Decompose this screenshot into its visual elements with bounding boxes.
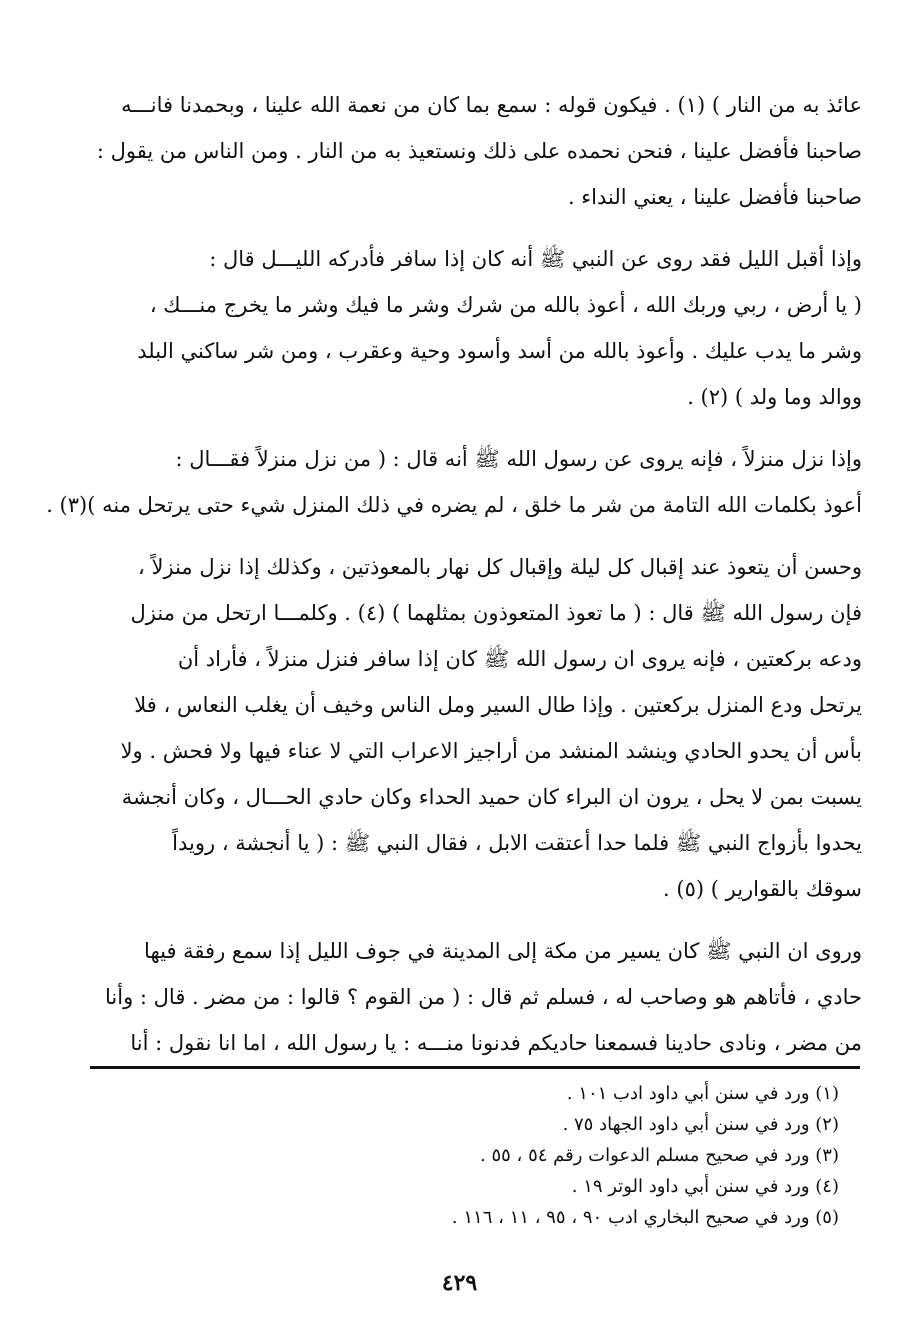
text-line: ووالد وما ولد ) (٢) . bbox=[687, 385, 862, 409]
paragraph bbox=[98, 544, 862, 912]
footnote: (٣) ورد في صحيح مسلم الدعوات رقم ٥٤ ، ٥٥ . bbox=[480, 1145, 839, 1166]
text-line: وروى ان النبي ﷺ كان يسير من مكة إلى المدينة في جوف الليل إذا سمع رفقة فيها bbox=[144, 939, 862, 963]
footnote: (٢) ورد في سنن أبي داود الجهاد ٧٥ . bbox=[562, 1114, 839, 1135]
paragraph-gap bbox=[98, 912, 862, 928]
footnote-separator bbox=[90, 1066, 860, 1069]
text-line: حادي ، فأتاهم هو وصاحب له ، فسلم ثم قال : ( من القوم ؟ قالوا : من مضر . قال : وأنا bbox=[105, 985, 862, 1009]
text-line: وشر ما يدب عليك . وأعوذ بالله من أسد وأسود وحية وعقرب ، ومن شر ساكني البلد bbox=[137, 339, 862, 363]
text-line: وإذا نزل منزلاً ، فإنه يروى عن رسول الله ﷺ أنه قال : ( من نزل منزلاً فقـــال : bbox=[175, 447, 862, 471]
text-line: يرتحل ودع المنزل بركعتين . وإذا طال السير ومل الناس وخيف أن يغلب النعاس ، فلا bbox=[134, 693, 862, 717]
paragraph-gap bbox=[98, 528, 862, 544]
footnote: (١) ورد في سنن أبي داود ادب ١٠١ . bbox=[566, 1083, 839, 1104]
text-line: من مضر ، ونادى حادينا فسمعنا حاديكم فدنونا منـــه : يا رسول الله ، اما انا نقول : أنا bbox=[130, 1031, 862, 1055]
text-line: فإن رسول الله ﷺ قال : ( ما تعوذ المتعوذون بمثلهما ) (٤) . وكلمـــا ارتحل من منزل bbox=[130, 601, 862, 625]
footnote: (٤) ورد في سنن أبي داود الوتر ١٩ . bbox=[571, 1176, 839, 1197]
text-line: سوقك بالقوارير ) (٥) . bbox=[663, 877, 862, 901]
text-line: ( يا أرض ، ربي وربك الله ، أعوذ بالله من شرك وشر ما فيك وشر ما يخرج منـــك ، bbox=[149, 293, 862, 317]
text-line: يحدوا بأزواج النبي ﷺ فلما حدا أعتقت الابل ، فقال النبي ﷺ : ( يا أنجشة ، رويداً bbox=[172, 831, 862, 855]
text-line: صاحبنا فأفضل علينا ، يعني النداء . bbox=[567, 185, 862, 209]
paragraph bbox=[98, 928, 862, 1066]
text-line: بأس أن يحدو الحادي وينشد المنشد من أراجيز الاعراب التي لا عناء فيها ولا فحش . ولا bbox=[120, 739, 862, 763]
text-line: صاحبنا فأفضل علينا ، فنحن نحمده على ذلك ونستعيذ به من النار . ومن الناس من يقول : bbox=[96, 139, 862, 163]
footnote: (٥) ورد في صحيح البخاري ادب ٩٠ ، ٩٥ ، ١١ ، ١١٦ . bbox=[451, 1207, 839, 1228]
text-line: يسبت بمن لا يحل ، يرون ان البراء كان حميد الحداء وكان حادي الحـــال ، وكان أنجشة bbox=[121, 785, 862, 809]
paragraph bbox=[98, 236, 862, 420]
text-line: ودعه بركعتين ، فإنه يروى ان رسول الله ﷺ كان إذا سافر فنزل منزلاً ، فأراد أن bbox=[177, 647, 862, 671]
text-line: عائذ به من النار ) (١) . فيكون قوله : سمع بما كان من نعمة الله علينا ، وبحمدنا فانـــه bbox=[121, 93, 862, 117]
paragraph bbox=[98, 82, 862, 220]
main-text bbox=[46, 82, 862, 1066]
text-line: أعوذ بكلمات الله التامة من شر ما خلق ، لم يضره في ذلك المنزل شيء حتى يرتحل منه )(٣) . bbox=[46, 493, 862, 517]
page-number: ٤٢٩ bbox=[441, 1270, 478, 1296]
paragraph bbox=[46, 436, 862, 528]
paragraph-gap bbox=[98, 220, 862, 236]
text-line: وإذا أقبل الليل فقد روى عن النبي ﷺ أنه كان إذا سافر فأدركه الليـــل قال : bbox=[209, 247, 862, 271]
paragraph-gap bbox=[98, 420, 862, 436]
footnotes bbox=[339, 1078, 839, 1233]
text-line: وحسن أن يتعوذ عند إقبال كل ليلة وإقبال كل نهار بالمعوذتين ، وكذلك إذا نزل منزلاً ، bbox=[138, 555, 862, 579]
